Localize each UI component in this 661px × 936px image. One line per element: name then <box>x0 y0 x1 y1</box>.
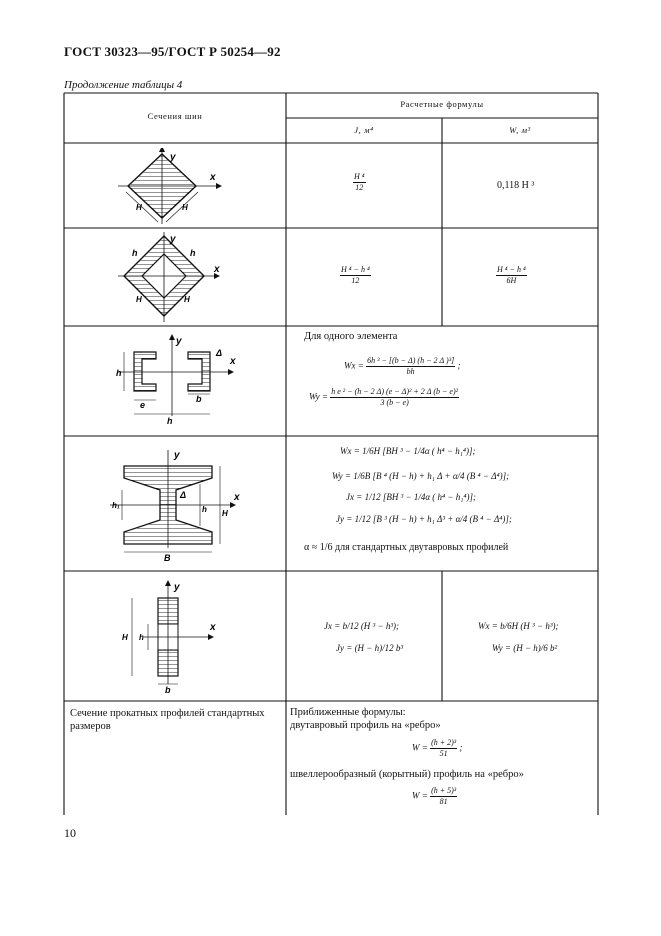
svg-text:x: x <box>234 492 240 503</box>
row1-j-formula: $\frac{\text{H ⁴}}{12}$ <box>354 172 365 192</box>
row6-section-text: Сечение прокатных профилей стандартных размеров <box>70 708 265 732</box>
svg-text:H: H <box>122 633 128 642</box>
row6-ibeam-text: двутавровый профиль на «ребро» <box>290 720 441 731</box>
svg-text:y: y <box>174 582 180 593</box>
svg-text:h: h <box>202 505 207 514</box>
document-header: ГОСТ 30323—95/ГОСТ Р 50254—92 <box>64 44 281 59</box>
svg-text:b: b <box>165 685 171 695</box>
plate-section-figure <box>120 580 225 701</box>
row4-jy-formula: Jy = 1/12 [B ³ (H − h) + h₁ Δ³ + α/4 (B ⁴ − Δ⁴)]; <box>336 514 512 524</box>
svg-text:x: x <box>214 264 220 275</box>
dim-delta: Δ <box>216 348 223 358</box>
row2-w-formula: $\frac{\text{H ⁴ − h ⁴}}{6H}$ <box>497 265 526 285</box>
row3-wx-formula: Wx = $\frac{\text{6h ³ − [(b − Δ) (h − 2 Δ )³]}}{bh}$ ; <box>344 356 461 376</box>
square-section-figure <box>118 148 228 229</box>
row5-jy-formula: Jy = (H − h)/12 b³ <box>336 643 404 653</box>
dim-e: e <box>140 400 146 410</box>
row1-w-formula: 0,118 H ³ <box>497 180 535 191</box>
row6-approx-title: Приближенные формулы: <box>290 707 406 718</box>
row6-channel-text: швеллерообразный (корытный) профиль на «ребро» <box>290 769 524 780</box>
svg-text:Δ: Δ <box>180 490 187 500</box>
svg-text:x: x <box>230 356 236 367</box>
i-beam-figure <box>110 448 245 568</box>
svg-text:h: h <box>190 248 196 258</box>
row6-ibeam-formula: W = $\frac{\text{(h + 2)³}}{51}$ ; <box>412 738 463 758</box>
row4-alpha-note: α ≈ 1/6 для стандартных двутавровых профилей <box>304 542 509 553</box>
row6-channel-formula: W = $\frac{\text{(h + 5)³}}{81}$ <box>412 786 457 806</box>
svg-text:h: h <box>116 368 122 378</box>
svg-text:H: H <box>184 295 190 304</box>
svg-text:y: y <box>176 336 182 347</box>
svg-text:H: H <box>222 509 228 518</box>
row4-jx-formula: Jx = 1/12 [BH ³ − 1/4α ( h⁴ − h₁⁴)]; <box>346 492 477 502</box>
row4-wy-formula: Wy = 1/6B [B ⁴ (H − h) + h₁ Δ + α/4 (B ⁴ − Δ⁴)]; <box>332 471 510 481</box>
row3-wy-formula: Wy = $\frac{\text{h e ² − (h − 2 Δ) (e − Δ)² + 2 Δ (b − e)²}}{3 (b - e)}$ <box>309 387 459 407</box>
row5-wx-formula: Wx = b/6H (H ³ − h³); <box>478 621 559 631</box>
header-sections: Сечения шин <box>147 111 203 121</box>
svg-text:x: x <box>210 622 216 633</box>
row5-wy-formula: Wy = (H − h)/6 b² <box>492 643 558 653</box>
dim-h-left: H <box>136 203 142 212</box>
header-w: W, м³ <box>509 125 531 135</box>
row5-jx-formula: Jx = b/12 (H ³ − h³); <box>324 621 400 631</box>
axis-y-label: y <box>170 152 176 163</box>
dim-h1: h₁ <box>112 501 120 510</box>
svg-text:y: y <box>170 234 176 245</box>
dim-h-inner: h <box>132 248 138 258</box>
dim-h-right: H <box>182 203 188 212</box>
hollow-square-figure <box>118 232 228 327</box>
header-j: J, м⁴ <box>354 125 374 135</box>
channel-pair-figure <box>112 334 242 435</box>
table-caption: Продолжение таблицы 4 <box>64 79 183 91</box>
svg-text:h: h <box>167 416 173 426</box>
axis-x-label: x <box>210 172 216 183</box>
row4-wx-formula: Wx = 1/6H [BH ³ − 1/4α ( h⁴ − h₁⁴)]; <box>340 446 476 456</box>
dim-b: b <box>196 394 202 404</box>
row3-title: Для одного элемента <box>304 331 398 342</box>
svg-text:y: y <box>174 450 180 461</box>
page-number: 10 <box>64 826 76 840</box>
row2-j-formula: $\frac{\text{H ⁴ − h ⁴}}{12}$ <box>341 265 370 285</box>
header-formulas: Расчетные формулы <box>400 99 484 109</box>
dim-B: B <box>164 553 171 563</box>
svg-text:h: h <box>139 633 144 642</box>
svg-text:H: H <box>136 295 142 304</box>
